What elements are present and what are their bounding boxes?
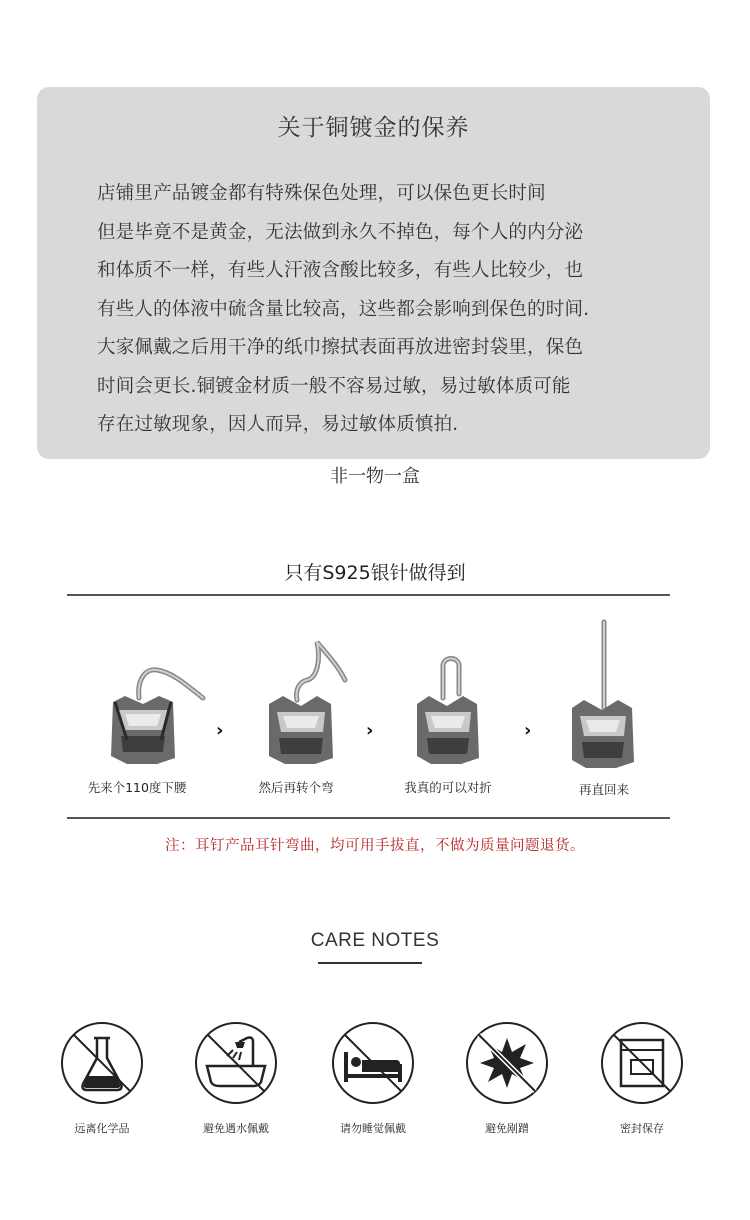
care-item-label: 避免剐蹭	[485, 1122, 529, 1135]
divider	[67, 817, 670, 819]
no-chemicals-icon	[59, 1020, 145, 1106]
needle-title: 只有S925银针做得到	[284, 562, 466, 584]
earring-bent-110-icon	[95, 640, 215, 770]
earring-folded-icon	[405, 650, 495, 770]
care-line: 但是毕竟不是黄金，无法做到永久不掉色，每个人的内分泌	[97, 221, 584, 243]
care-line: 大家佩戴之后用干净的纸巾擦拭表面再放进密封袋里，保色	[97, 337, 584, 358]
care-text	[97, 175, 697, 445]
care-item	[452, 1020, 562, 1136]
step-label: 再直回来	[578, 782, 629, 797]
earring-twisted-icon	[255, 630, 375, 770]
care-item-label: 避免遇水佩戴	[203, 1122, 269, 1135]
care-item-label: 密封保存	[620, 1122, 664, 1135]
step-label: 然后再转个弯	[258, 780, 334, 795]
earring-straight-icon	[562, 618, 652, 773]
care-notes-title: CARE NOTES	[310, 930, 440, 951]
no-sleeping-icon	[330, 1020, 416, 1106]
sealed-storage-icon	[599, 1020, 685, 1106]
care-line: 有些人的体液中硫含量比较高，这些都会影响到保色的时间.	[97, 298, 590, 320]
care-item-label: 请勿睡觉佩戴	[340, 1122, 406, 1135]
care-panel	[37, 87, 710, 459]
no-water-icon	[193, 1020, 279, 1106]
care-item	[587, 1020, 697, 1136]
arrow-right-icon: ›	[216, 720, 224, 741]
step-label: 我真的可以对折	[404, 780, 492, 795]
step-label: 先来个110度下腰	[87, 780, 187, 795]
care-title: 关于铜镀金的保养	[277, 115, 470, 141]
no-scratch-icon	[464, 1020, 550, 1106]
care-line: 和体质不一样，有些人汗液含酸比较多，有些人比较少，也	[97, 260, 584, 281]
return-policy-note: 注：耳钉产品耳针弯曲，均可用手拔直，不做为质量问题退货。	[165, 838, 585, 854]
care-item	[181, 1020, 291, 1136]
arrow-right-icon: ›	[366, 720, 374, 741]
divider	[67, 594, 670, 596]
care-line: 店铺里产品镀金都有特殊保色处理，可以保色更长时间	[97, 183, 546, 204]
title-underline	[318, 962, 422, 964]
care-line: 时间会更长.铜镀金材质一般不容易过敏，易过敏体质可能	[97, 375, 571, 397]
packaging-note: 非一物一盒	[330, 466, 420, 487]
care-item	[47, 1020, 157, 1136]
care-item	[318, 1020, 428, 1136]
care-line: 存在过敏现象，因人而异，易过敏体质慎拍.	[97, 414, 459, 435]
care-item-label: 远离化学品	[74, 1122, 130, 1135]
arrow-right-icon: ›	[524, 720, 532, 741]
needle-steps	[0, 610, 750, 815]
